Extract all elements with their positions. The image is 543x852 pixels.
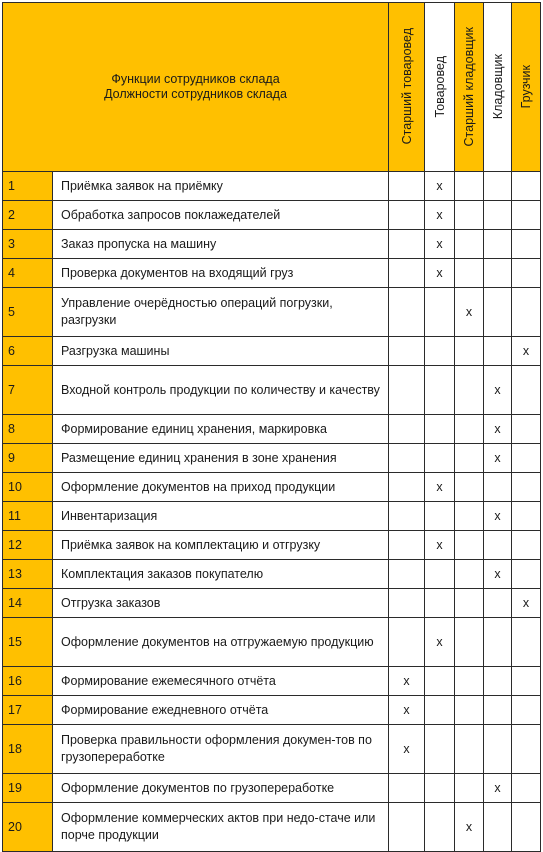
assignment-cell <box>512 444 541 473</box>
table-row <box>3 560 541 589</box>
row-number: 19 <box>3 774 53 803</box>
assignment-cell <box>484 589 512 618</box>
assignment-cell <box>425 444 455 473</box>
row-number: 2 <box>3 201 53 230</box>
row-number: 6 <box>3 337 53 366</box>
assignment-cell <box>484 337 512 366</box>
row-number: 18 <box>3 725 53 774</box>
table-row <box>3 696 541 725</box>
assignment-cell: x <box>512 589 541 618</box>
assignment-cell <box>389 259 425 288</box>
position-header-senior-storekeeper: Старший кладовщик <box>455 3 484 172</box>
assignment-cell <box>484 172 512 201</box>
row-number: 15 <box>3 618 53 667</box>
assignment-cell <box>455 696 484 725</box>
assignment-cell: x <box>484 444 512 473</box>
row-number: 3 <box>3 230 53 259</box>
assignment-cell <box>389 230 425 259</box>
assignment-cell <box>455 473 484 502</box>
assignment-cell <box>425 696 455 725</box>
assignment-cell <box>512 774 541 803</box>
assignment-cell <box>484 201 512 230</box>
table-row <box>3 259 541 288</box>
staff-functions-table <box>2 2 541 852</box>
table-wrapper <box>2 2 541 852</box>
row-number: 10 <box>3 473 53 502</box>
assignment-cell: x <box>484 415 512 444</box>
assignment-cell <box>455 531 484 560</box>
assignment-cell <box>512 473 541 502</box>
function-cell: Заказ пропуска на машину <box>53 230 389 259</box>
table-row <box>3 502 541 531</box>
assignment-cell <box>484 288 512 337</box>
assignment-cell <box>484 531 512 560</box>
assignment-cell <box>425 415 455 444</box>
function-cell: Обработка запросов поклажедателей <box>53 201 389 230</box>
row-number: 12 <box>3 531 53 560</box>
assignment-cell <box>512 259 541 288</box>
header-functions-label: Функции сотрудников склада <box>111 72 280 86</box>
table-row <box>3 415 541 444</box>
assignment-cell <box>512 560 541 589</box>
table-row <box>3 473 541 502</box>
row-number: 11 <box>3 502 53 531</box>
function-cell: Оформление документов по грузопереработке <box>53 774 389 803</box>
function-cell: Формирование ежедневного отчёта <box>53 696 389 725</box>
assignment-cell <box>512 531 541 560</box>
assignment-cell: x <box>425 259 455 288</box>
assignment-cell <box>455 259 484 288</box>
assignment-cell <box>455 725 484 774</box>
assignment-cell <box>484 473 512 502</box>
assignment-cell: x <box>425 230 455 259</box>
assignment-cell <box>484 230 512 259</box>
position-header-merchandiser: Товаровед <box>425 3 455 172</box>
assignment-cell: x <box>484 366 512 415</box>
assignment-cell <box>425 337 455 366</box>
assignment-cell <box>484 725 512 774</box>
assignment-cell <box>389 618 425 667</box>
assignment-cell <box>484 667 512 696</box>
function-cell: Входной контроль продукции по количеству и качеству <box>53 366 389 415</box>
assignment-cell: x <box>425 618 455 667</box>
row-number: 20 <box>3 803 53 852</box>
function-cell: Разгрузка машины <box>53 337 389 366</box>
assignment-cell <box>389 774 425 803</box>
assignment-cell: x <box>512 337 541 366</box>
position-header-storekeeper: Кладовщик <box>484 3 512 172</box>
table-row <box>3 774 541 803</box>
assignment-cell <box>512 618 541 667</box>
table-row <box>3 288 541 337</box>
function-cell: Приёмка заявок на комплектацию и отгрузку <box>53 531 389 560</box>
assignment-cell <box>484 696 512 725</box>
assignment-cell <box>425 667 455 696</box>
assignment-cell <box>425 288 455 337</box>
assignment-cell <box>455 667 484 696</box>
function-cell: Приёмка заявок на приёмку <box>53 172 389 201</box>
assignment-cell <box>512 696 541 725</box>
assignment-cell: x <box>389 667 425 696</box>
assignment-cell <box>455 230 484 259</box>
assignment-cell <box>455 560 484 589</box>
function-cell: Формирование ежемесячного отчёта <box>53 667 389 696</box>
table-row <box>3 531 541 560</box>
assignment-cell <box>425 560 455 589</box>
assignment-cell <box>455 201 484 230</box>
function-cell: Оформление коммерческих актов при недо-стаче или порче продукции <box>53 803 389 852</box>
assignment-cell <box>389 415 425 444</box>
assignment-cell <box>425 803 455 852</box>
header-positions-label: Должности сотрудников склада <box>104 87 287 101</box>
function-cell: Отгрузка заказов <box>53 589 389 618</box>
assignment-cell <box>455 618 484 667</box>
function-cell: Управление очерёдностью операций погрузки, разгрузки <box>53 288 389 337</box>
position-header-senior-merchandiser: Старший товаровед <box>389 3 425 172</box>
assignment-cell: x <box>484 774 512 803</box>
assignment-cell: x <box>455 803 484 852</box>
assignment-cell <box>389 589 425 618</box>
row-number: 5 <box>3 288 53 337</box>
row-number: 7 <box>3 366 53 415</box>
assignment-cell <box>389 288 425 337</box>
row-number: 14 <box>3 589 53 618</box>
assignment-cell <box>389 803 425 852</box>
assignment-cell <box>389 531 425 560</box>
assignment-cell <box>389 172 425 201</box>
function-cell: Формирование единиц хранения, маркировка <box>53 415 389 444</box>
assignment-cell <box>484 803 512 852</box>
table-row <box>3 444 541 473</box>
function-cell: Проверка документов на входящий груз <box>53 259 389 288</box>
table-row <box>3 201 541 230</box>
assignment-cell <box>455 337 484 366</box>
assignment-cell <box>455 172 484 201</box>
assignment-cell <box>389 366 425 415</box>
assignment-cell <box>484 618 512 667</box>
function-cell: Оформление документов на приход продукции <box>53 473 389 502</box>
function-cell: Оформление документов на отгружаемую продукцию <box>53 618 389 667</box>
table-row <box>3 803 541 852</box>
assignment-cell <box>512 415 541 444</box>
assignment-cell <box>389 337 425 366</box>
row-number: 13 <box>3 560 53 589</box>
assignment-cell <box>512 288 541 337</box>
assignment-cell <box>425 725 455 774</box>
assignment-cell <box>455 415 484 444</box>
assignment-cell: x <box>484 560 512 589</box>
function-cell: Инвентаризация <box>53 502 389 531</box>
table-row <box>3 337 541 366</box>
assignment-cell: x <box>425 172 455 201</box>
assignment-cell <box>389 444 425 473</box>
assignment-cell <box>512 803 541 852</box>
assignment-cell <box>512 230 541 259</box>
assignment-cell: x <box>425 473 455 502</box>
row-number: 1 <box>3 172 53 201</box>
assignment-cell <box>389 502 425 531</box>
assignment-cell <box>455 366 484 415</box>
header-title-cell <box>3 3 389 172</box>
assignment-cell <box>389 473 425 502</box>
assignment-cell <box>389 201 425 230</box>
assignment-cell <box>455 589 484 618</box>
row-number: 16 <box>3 667 53 696</box>
row-number: 4 <box>3 259 53 288</box>
table-row <box>3 589 541 618</box>
assignment-cell <box>512 172 541 201</box>
assignment-cell <box>512 502 541 531</box>
assignment-cell <box>425 774 455 803</box>
table-row <box>3 618 541 667</box>
function-cell: Размещение единиц хранения в зоне хранения <box>53 444 389 473</box>
assignment-cell <box>455 444 484 473</box>
assignment-cell: x <box>484 502 512 531</box>
assignment-cell <box>389 560 425 589</box>
assignment-cell: x <box>425 531 455 560</box>
assignment-cell <box>455 502 484 531</box>
assignment-cell <box>484 259 512 288</box>
assignment-cell <box>512 201 541 230</box>
table-row <box>3 667 541 696</box>
assignment-cell <box>455 774 484 803</box>
assignment-cell <box>425 502 455 531</box>
assignment-cell <box>512 667 541 696</box>
assignment-cell: x <box>389 725 425 774</box>
assignment-cell: x <box>455 288 484 337</box>
row-number: 8 <box>3 415 53 444</box>
assignment-cell: x <box>425 201 455 230</box>
assignment-cell: x <box>389 696 425 725</box>
function-cell: Комплектация заказов покупателю <box>53 560 389 589</box>
assignment-cell <box>425 589 455 618</box>
position-header-loader: Грузчик <box>512 3 541 172</box>
assignment-cell <box>512 366 541 415</box>
row-number: 17 <box>3 696 53 725</box>
assignment-cell <box>512 725 541 774</box>
row-number: 9 <box>3 444 53 473</box>
table-body <box>3 172 541 852</box>
assignment-cell <box>425 366 455 415</box>
table-row <box>3 366 541 415</box>
table-row <box>3 172 541 201</box>
function-cell: Проверка правильности оформления докумен-тов по грузопереработке <box>53 725 389 774</box>
header-row <box>3 3 541 172</box>
table-row <box>3 230 541 259</box>
table-row <box>3 725 541 774</box>
